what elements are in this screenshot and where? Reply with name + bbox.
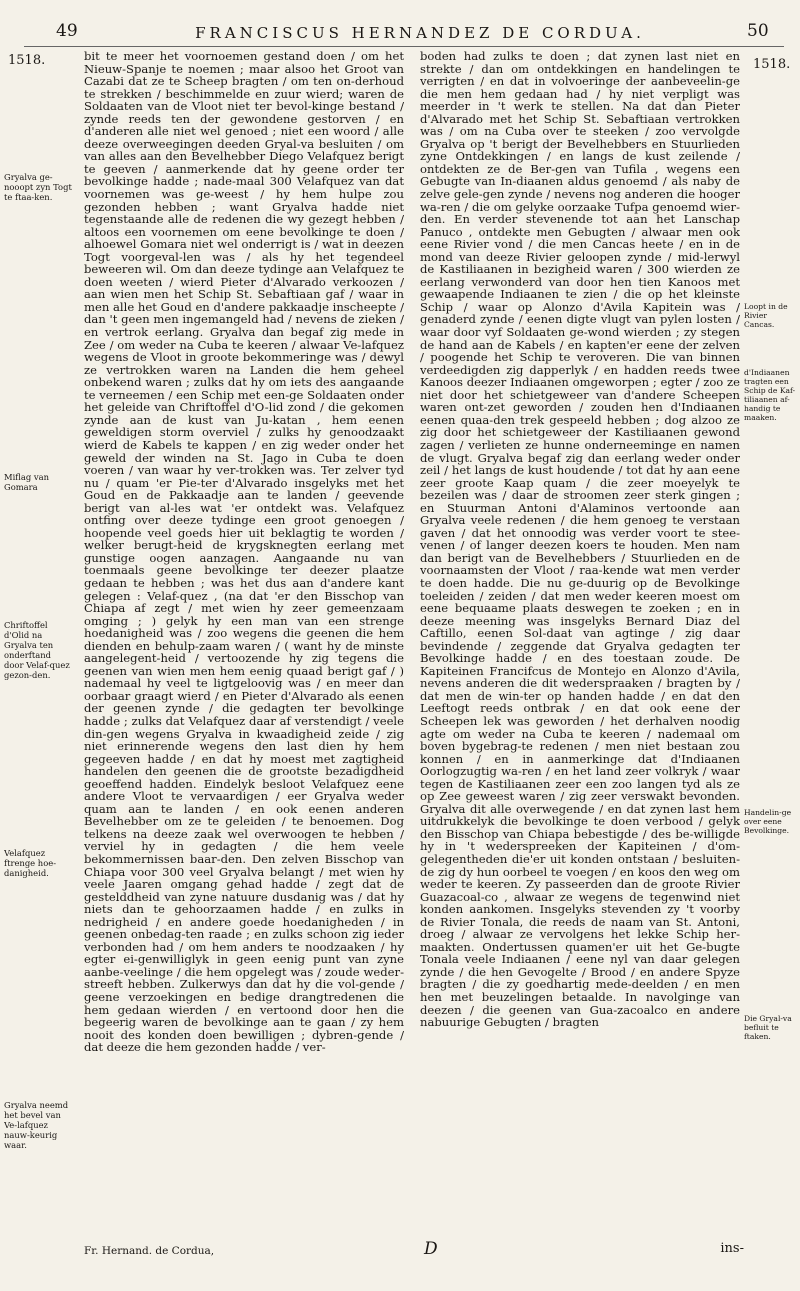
signature-mark: D	[424, 1239, 438, 1259]
page-header	[0, 18, 800, 44]
margin-note-left-3: Chriftoffel d'Olid na Gryalva ten onderftand door Velaf-quez gezon-den.	[4, 620, 70, 680]
page-footer	[84, 1239, 744, 1265]
margin-note-right-4: Die Gryal-va befluit te ftaken.	[744, 1014, 792, 1041]
margin-year-right: 1518.	[753, 57, 791, 72]
margin-note-right-1: Loopt in de Rivier Cancas.	[744, 302, 788, 329]
right-column-text: boden had zulks te doen ; dat zynen last niet en strekte / dan om ontdekkingen en handelingen te verrigten / en dat in volvoeringe der aanbeveelin-ge die men hem gedaan had / hy niet verpligt was meerder in 't werk te stellen. Na dat dan Pieter d'Alvarado met het Schip St. Sebaftiaan vertrokken was / om na Cuba over te steeken / zoo vervolgde Gryalva op 't berigt der Bevelhebbers en Stuurlieden zyne Ontdekkingen / en langs de kust zeilende / ontdekten ze de Ber-gen van Tufila , wegens een Gebugte van In-diaanen aldus genoemd / als naby de zelve gele-gen zynde / nevens nog anderen die hooger wa-ren / die om gelyke oorzaake Tufpa genoemd wier-den. En verder stevenende tot aan het Lanschap Panuco , ontdekte men Gebugten / alwaar men ook eene Rivier vond / die men Cancas heete / en in de mond van deeze Rivier geloopen zynde / mid-lerwyl de Kastiliaanen in bezigheid waren / 300 wierden ze eerlang verwonderd van door hen tien Kanoos met gewaapende Indiaanen te zien / die op het kleinste Schip / waar op Alonzo d'Avila Kapitein was / genaderd zynde / eenen digte vlugt van pylen losten / waar door vyf Soldaaten ge-wond wierden ; zy stegen de hand aan de Kabels / en kapten'er eene der zelven / poogende het Schip te veroveren. Die van binnen verdeedigden zig dapperlyk / en hadden reeds twee Kanoos deezer Indiaanen omgeworpen ; egter / zoo ze niet door het schietgeweer van d'andere Scheepen waren ont-zet geworden / zouden hen d'Indiaanen eenen quaa-den trek gespeeld hebben ; dog alzoo ze zig door het schietgeweer der Kastiliaanen gewond zagen / verlieten ze hunne onderneeminge en namen de vlugt. Gryalva begaf zig dan eerlang weder onder zeil / het langs de kust houdende / tot dat hy aan eene zeer groote Kaap quam / die zeer moeyelyk te bezeilen was / daar de stroomen zeer sterk gingen ; en Stuurman Antoni d'Alaminos vertoonde aan Gryalva veele redenen / die hem genoeg te verstaan gaven / dat het onnoodig was verder voort te stee-venen / of langer deezen koers te houden. Men nam dan berigt van de Bevelhebbers / Stuurlieden en de voornaamsten der Vloot / raa-kende wat men verder te doen hadde. Die nu ge-duurig op de Bevolkinge toeleiden / zeiden / dat men weder keeren moest om eene bequaame plaats deswegen te zoeken ; en in deeze meening was insgelyks Bernard Diaz del Caftillo, eenen Sol-daat van agtinge / zig daar bevindende / zeggende dat Gryalva gedagten ter Bevolkinge hadde / en des toestaan zoude. De Kapiteinen Francifcus de Montejo en Alonzo d'Avila, nevens anderen die dit wederspraaken / bragten by / dat men de win-ter op handen hadde / en dat den Leeftogt reeds ontbrak / en dat ook eene der Scheepen lek was geworden / het derhalven noodig agte om weder na Cuba te keeren / nademaal om boven bygebrag-te redenen / men niet bestaan zou konnen / en in aanmerkinge dat d'Indiaanen Oorlogzugtig wa-ren / en het land zeer volkryk / waar tegen de Kastiliaanen zeer een zoo langen tyd als ze op Zee geweest waren / zig zeer verswakt bevonden. Gryalva dit alle overwegende / en dat zynen last hem uitdrukkelyk die bevolkinge te doen verbood / gelyk den Bisschop van Chiapa bebestigde / des be-willigde hy in 't wederspreeken der Kapiteinen / d'om-gelegentheden die'er uit konden ontstaan / besluiten-de zig dy hun oorbeel te voegen / en koos den weg om weder te keeren. Zy passeerden dan de groote Rivier Guazacoal-co , alwaar ze wegens de tegenwind niet konden aankomen. Insgelyks stevenden zy 't voorby de Rivier Tonala, die reeds de naam van St. Antoni, droeg / alwaar ze vervolgens het lekke Schip her-maakten. Ondertussen quamen'er uit het Ge-bugte Tonala veele Indiaanen / eene nyl van daar gelegen zynde / die hen Gevogelte / Brood / en andere Spyze bragten / die zy goedhartig mede-deelden / en men hen met beuzelingen betaalde. In navolginge van deezen / die geenen van Gua-zacoalco en andere nabuurige Gebugten / bragten	[420, 50, 740, 1030]
footer-title: Fr. Hernand. de Cordua,	[84, 1245, 215, 1257]
page-number-right: 50	[747, 21, 769, 41]
header-rule	[24, 46, 784, 47]
margin-note-left-4: Velafquez ftrenge hoe-danigheid.	[4, 848, 57, 878]
catchword: ins-	[720, 1241, 744, 1256]
margin-note-right-2: d'Indiaanen tragten een Schip de Kaf-tiliaanen af-handig te maaken.	[744, 368, 796, 422]
margin-note-left-1: Gryalva ge-nooopt zyn Togt te ftaa-ken.	[4, 172, 72, 202]
margin-year-left: 1518.	[8, 53, 46, 68]
margin-note-right-3: Handelin-ge over eene Bevolkinge.	[744, 808, 792, 835]
margin-note-left-2: Miflag van Gomara	[4, 472, 49, 492]
page-number-left: 49	[56, 21, 78, 41]
right-column	[420, 50, 740, 1242]
running-title: FRANCISCUS HERNANDEZ DE CORDUA.	[195, 24, 645, 42]
left-column	[84, 50, 404, 1242]
left-column-text: bit te meer het voornoemen gestand doen / om het Nieuw-Spanje te noemen ; maar alsoo het Groot van Cazabi dat ze te Scheep bragten / om ten on-derhoud te strekken / beschimmelde en zuur wierd; waren de Soldaaten van de Vloot niet ter bevol-kinge bestand / zynde reeds ten der gewondene gestorven / en d'anderen alle niet wel genoed ; niet een woord / alle deeze overweegingen deeden Gryal-va besluiten / om van alles aan den Bevelhebber Diego Velafquez berigt te geeven / aanmerkende dat hy geene order ter bevolkinge hadde ; nade-maal 300 Velafquez van dat voornemen was ge-weest / hy hem hulpe zou gezonden hebben ; want Gryalva hadde niet tegenstaande alle de redenen die wy gezegt hebben / altoos een voornemen om eene bevolkinge te doen / alhoewel Gomara niet wel onderrigt is / wat in deezen Togt voorgeval-len was / als hy het tegendeel beweeren wil. Om dan deeze tydinge aan Velafquez te doen weeten / wierd Pieter d'Alvarado verkoozen / aan wien men het Schip St. Sebaftiaan gaf / waar in men alle het Goud en d'andere pakkaadje inscheepte / dan 't geen men ingemangeld had / nevens de zieken / en vertrok eerlang. Gryalva dan begaf zig mede in Zee / om weder na Cuba te keeren / alwaar Ve-lafquez wegens de Vloot in groote bekommeringe was / dewyl ze vertrokken waren na Landen die hem geheel onbekend waren ; zulks dat hy om iets des aangaande te verneemen / een Schip met een-ge Soldaaten onder het geleide van Chriftoffel d'O-lid zond / die gekomen zynde aan de kust van Ju-katan , hem eenen geweldigen storm overviel / zulks hy genoodzaakt wierd de Kabels te kappen / en zig weder onder het geweld der winden na St. Jago in Cuba te doen voeren / van waar hy ver-trokken was. Ter zelver tyd nu / quam 'er Pie-ter d'Alvarado insgelyks met het Goud en de Pakkaadje aan te landen / geevende berigt van al-les wat 'er ontdekt was. Velafquez ontfing over deeze tydinge een groot genoegen / hoopende veel goeds hier uit beklagtig te worden / welker berugt-heid de krygsknegten eerlang met gunstige oogen aanzagen. Aangaande nu van toenmaals geene bevolkinge ter deezer plaatze gedaan te hebben ; was het dus aan d'andere kant gelegen : Velaf-quez , (na dat 'er den Bisschop van Chiapa af zegt / met wien hy zeer gemeenzaam omging ; ) gelyk hy een man van een strenge hoedanigheid was / zoo wegens die geenen die hem dienden en behulp-zaam waren / ( want hy de minste aangelegent-heid / vertoozende hy zig tegens die geenen van wien men hem eenig quaad berigt gaf / ) nademaal hy veel te ligtgeloovig was / en meer dan oorbaar graagt wierd / en Pieter d'Alvarado als eenen der geenen zynde / die gedagten ter bevolkinge hadde ; zulks dat Velafquez daar af verstendigt / veele din-gen wegens Gryalva in kwaadigheid zeide / zig niet erinnerende wegens den last dien hy hem gegeeven hadde / en dat hy moest met zagtigheid handelen den geenen die de grootste bezadigdheid geoeffend hadden. Eindelyk besloot Velafquez eene andere Vloot te vervaardigen / eer Gryalva weder quam aan te landen / en ook eenen anderen Bevelhebber om ze te geleiden / te benoemen. Dog telkens na deeze zaak wel overwoogen te hebben / verviel hy in gedagten / die hem veele bekommernissen baar-den. Den zelven Bisschop van Chiapa voor 300 veel Gryalva belangt / met wien hy veele Jaaren omgang gehad hadde / zegt dat de gestelddheid van zyne natuure dusdanig was / dat hy niets dan te gehoorzaamen hadde / en zulks in nedrigheid / en andere goede hoedanigheden / in geenen onbedag-ten raade ; en zulks schoon zig ieder verbonden had / om hem anders te noodzaaken / hy egter ei-genwilliglyk in geen eenig punt van zyne aanbe-veelinge / die hem opgelegt was / zoude weder-streeft hebben. Zulkerwys dan dat hy die vol-gende / geene verzoekingen en bedige drangtredenen die hem gedaan wierden / en vertoond door hen die begeerig waren de bevolkinge aan te gaan / zy hem nooit des konden doen bewilligen ; dybren-gende / dat deeze die hem gezonden hadde / ver-	[84, 50, 404, 1055]
margin-note-left-5: Gryalva neemd het bevel van Ve-lafquez nauw-keurig waar.	[4, 1100, 69, 1150]
